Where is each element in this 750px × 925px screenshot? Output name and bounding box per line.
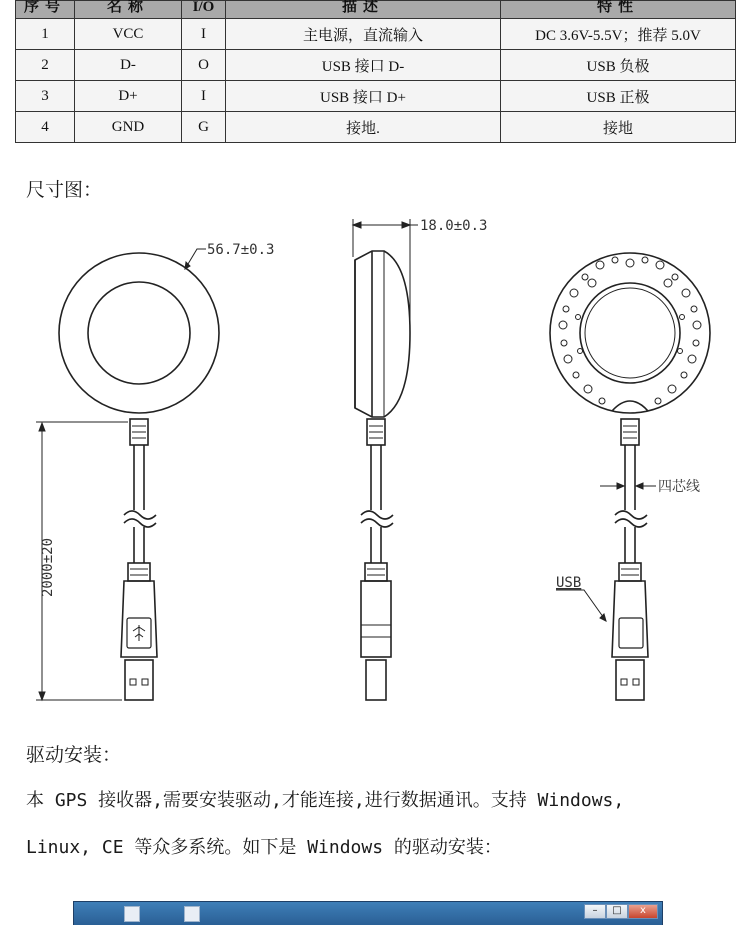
thickness-dimension [353, 219, 418, 325]
front-view-antenna [59, 253, 219, 413]
cell-spec: 接地 [501, 112, 736, 143]
cell-seq: 4 [16, 112, 75, 143]
driver-section-title: 驱动安装： [26, 744, 122, 766]
cell-desc: USB 接口 D+ [226, 81, 501, 112]
front-strain-relief [130, 419, 148, 445]
front-cable [124, 445, 156, 563]
table-header-row [16, 1, 736, 19]
wire-dimension [600, 483, 656, 489]
connector-label: USB [556, 575, 582, 591]
dimension-section-title: 尺寸图： [26, 179, 103, 201]
maximize-button[interactable]: □ [606, 904, 628, 919]
cell-io: I [182, 19, 226, 50]
driver-paragraph-line-1: 本 GPS 接收器,需要安装驱动,才能连接,进行数据通讯。支持 Windows, [26, 790, 625, 811]
cell-seq: 1 [16, 19, 75, 50]
dimension-drawing [0, 205, 750, 725]
table-row [16, 19, 736, 50]
header-seq: 序号 [16, 1, 75, 19]
cell-name: D- [75, 50, 182, 81]
header-spec: 特性 [501, 1, 736, 19]
side-cable [361, 419, 393, 700]
cell-desc: 接地. [226, 112, 501, 143]
cell-io: G [182, 112, 226, 143]
cell-name: VCC [75, 19, 182, 50]
rear-view-antenna [550, 253, 710, 413]
front-usb-plug [121, 563, 157, 700]
cell-spec: DC 3.6V-5.5V；推荐 5.0V [501, 19, 736, 50]
header-name: 名称 [75, 1, 182, 19]
wire-label: 四芯线 [658, 479, 700, 495]
cell-desc: USB 接口 D- [226, 50, 501, 81]
table-row [16, 50, 736, 81]
close-button[interactable]: x [628, 904, 658, 919]
file-icon [184, 906, 200, 922]
cable-length-label: 2000±20 [40, 537, 56, 597]
header-io: I/O [182, 1, 226, 19]
file-icon [124, 906, 140, 922]
cell-spec: USB 负极 [501, 50, 736, 81]
header-desc: 描述 [226, 1, 501, 19]
table-row [16, 112, 736, 143]
diameter-label: 56.7±0.3 [207, 242, 275, 258]
cell-seq: 3 [16, 81, 75, 112]
cell-desc: 主电源，直流输入 [226, 19, 501, 50]
cell-name: GND [75, 112, 182, 143]
side-view-antenna [355, 251, 410, 417]
cell-io: I [182, 81, 226, 112]
windows-window-titlebar [73, 901, 663, 925]
driver-paragraph-line-2: Linux, CE 等众多系统。如下是 Windows 的驱动安装： [26, 837, 502, 858]
cell-io: O [182, 50, 226, 81]
rear-cable [612, 419, 648, 700]
thickness-label: 18.0±0.3 [420, 218, 488, 234]
minimize-button[interactable]: – [584, 904, 606, 919]
cell-name: D+ [75, 81, 182, 112]
table-row [16, 81, 736, 112]
cell-seq: 2 [16, 50, 75, 81]
pin-table [15, 0, 736, 143]
cell-spec: USB 正极 [501, 81, 736, 112]
